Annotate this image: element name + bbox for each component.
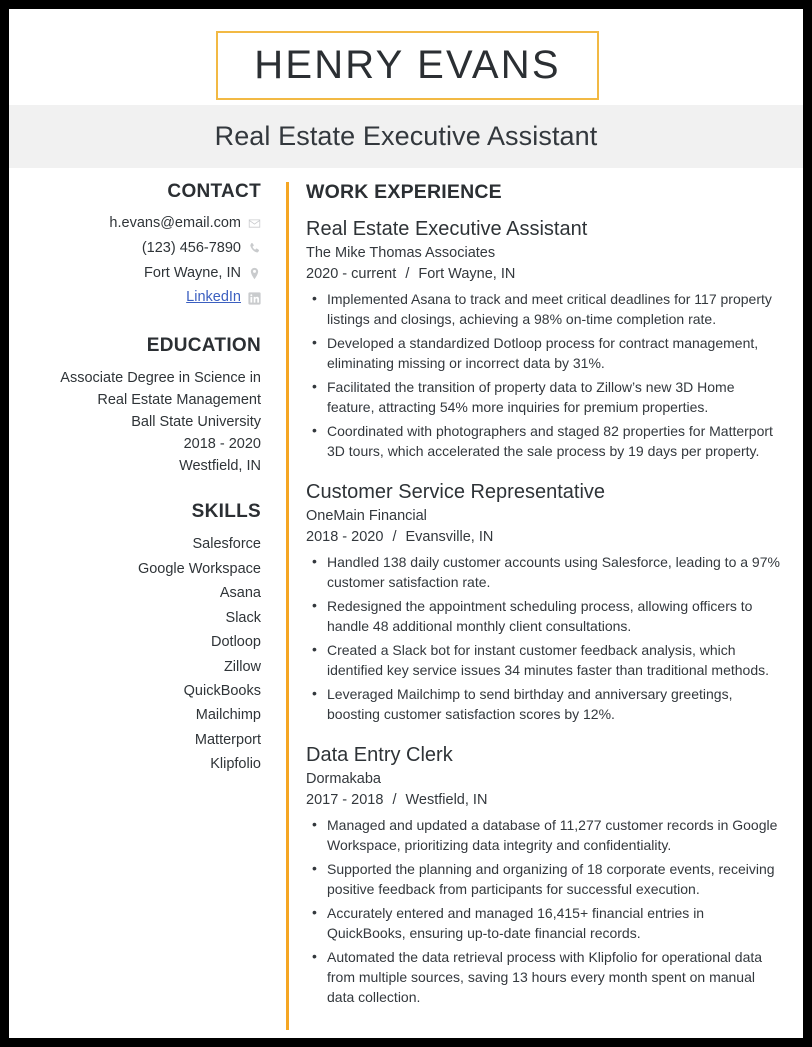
education-line: Associate Degree in Science in <box>60 370 261 386</box>
job-role: Real Estate Executive Assistant <box>306 218 588 240</box>
job-dates: 2020 - current <box>306 266 397 283</box>
job-bullets <box>306 552 781 724</box>
skill-item: Slack <box>225 609 261 626</box>
skills-section <box>9 501 261 776</box>
contact-item-linkedin[interactable] <box>9 287 261 309</box>
education-line: Ball State University <box>131 414 261 431</box>
job-location: Fort Wayne, IN <box>418 266 516 283</box>
map-pin-icon <box>248 267 261 280</box>
contact-location-text: Fort Wayne, IN <box>144 264 241 281</box>
contact-email-text: h.evans@email.com <box>109 215 241 231</box>
resume-body <box>9 168 803 1038</box>
job-dates: 2018 - 2020 <box>306 528 384 545</box>
job-meta-separator: / <box>405 266 410 283</box>
job-company: Dormakaba <box>306 770 381 787</box>
education-line: Real Estate Management <box>97 392 261 409</box>
work-experience-section <box>277 181 803 1038</box>
skill-item: Google Workspace <box>137 560 261 577</box>
job-bullet: • Implemented Asana to track and meet critical deadlines for 117 property listings and closings, achieving a 98% on-time completion rate. <box>306 289 781 329</box>
resume-header <box>9 9 803 168</box>
job-bullets <box>306 289 781 461</box>
linkedin-link[interactable]: LinkedIn <box>186 289 241 306</box>
job-entry <box>306 742 781 1007</box>
skill-item: Asana <box>219 585 261 602</box>
job-bullet: • Facilitated the transition of property data to Zillow’s new 3D Home feature, attracting 54% more inquiries for premium properties. <box>306 377 781 417</box>
resume-page <box>9 9 803 1038</box>
job-entry <box>306 216 781 461</box>
job-meta-separator: / <box>392 528 397 545</box>
contact-heading: CONTACT <box>167 181 261 202</box>
contact-item-phone <box>9 238 261 260</box>
education-section <box>9 335 261 477</box>
job-bullet: • Accurately entered and managed 16,415+ financial entries in QuickBooks, ensuring up-to-date financial records. <box>306 903 781 943</box>
contact-item-email <box>9 213 261 235</box>
skill-item: Matterport <box>194 731 261 748</box>
linkedin-icon[interactable] <box>248 292 261 305</box>
name-box <box>216 31 599 100</box>
job-company: The Mike Thomas Associates <box>306 245 496 261</box>
skill-item: Mailchimp <box>195 707 261 724</box>
job-bullet: • Handled 138 daily customer accounts using Salesforce, leading to a 97% customer satisfaction rate. <box>306 552 781 592</box>
job-meta-separator: / <box>392 791 397 808</box>
job-location: Evansville, IN <box>405 528 494 545</box>
contact-phone-text: (123) 456-7890 <box>141 239 241 256</box>
job-bullet: • Managed and updated a database of 11,277 customer records in Google Workspace, prioritizing data integrity and confidentiality. <box>306 815 781 855</box>
job-bullet: • Coordinated with photographers and staged 82 properties for Matterport 3D tours, which accelerated the sale process by 19 days per property. <box>306 421 781 461</box>
column-divider <box>286 182 289 1030</box>
skill-item: Klipfolio <box>210 756 261 773</box>
education-line: Westfield, IN <box>179 458 261 475</box>
work-experience-heading: WORK EXPERIENCE <box>306 181 502 203</box>
job-bullet: • Created a Slack bot for instant customer feedback analysis, which identified key service issues 34 minutes faster than traditional methods. <box>306 640 781 680</box>
job-meta <box>306 264 781 286</box>
job-bullet: • Redesigned the appointment scheduling process, allowing officers to handle 48 additional monthly client consultations. <box>306 596 781 636</box>
education-line: 2018 - 2020 <box>183 436 261 453</box>
job-meta <box>306 527 781 549</box>
contact-section <box>9 181 261 309</box>
skills-heading: SKILLS <box>191 501 261 523</box>
phone-icon <box>248 242 261 255</box>
job-bullets <box>306 815 781 1007</box>
candidate-name: HENRY EVANS <box>254 43 561 87</box>
education-heading: EDUCATION <box>146 335 261 356</box>
job-role: Customer Service Representative <box>306 480 606 503</box>
envelope-icon <box>248 217 261 230</box>
skill-item: Dotloop <box>211 634 261 651</box>
job-bullet: • Developed a standardized Dotloop process for contract management, eliminating missing or incorrect data by 31%. <box>306 333 781 373</box>
contact-item-location <box>9 263 261 285</box>
sidebar <box>9 181 277 1038</box>
job-dates: 2017 - 2018 <box>306 791 384 808</box>
job-location: Westfield, IN <box>405 791 488 808</box>
job-entry <box>306 479 781 724</box>
job-bullet: • Leveraged Mailchimp to send birthday and anniversary greetings, boosting customer satisfaction scores by 12%. <box>306 684 781 724</box>
job-company: OneMain Financial <box>306 507 427 524</box>
job-bullet: • Supported the planning and organizing of 18 corporate events, receiving positive feedback from participants for successful execution. <box>306 859 781 899</box>
job-role: Data Entry Clerk <box>306 743 453 766</box>
skill-item: QuickBooks <box>183 682 261 699</box>
job-bullet: • Automated the data retrieval process with Klipfolio for operational data from multiple sources, saving 13 hours every month spent on manual data collection. <box>306 947 781 1007</box>
skill-item: Salesforce <box>192 536 261 553</box>
job-meta <box>306 790 781 812</box>
skill-item: Zillow <box>223 658 261 675</box>
candidate-job-title: Real Estate Executive Assistant <box>214 121 598 151</box>
